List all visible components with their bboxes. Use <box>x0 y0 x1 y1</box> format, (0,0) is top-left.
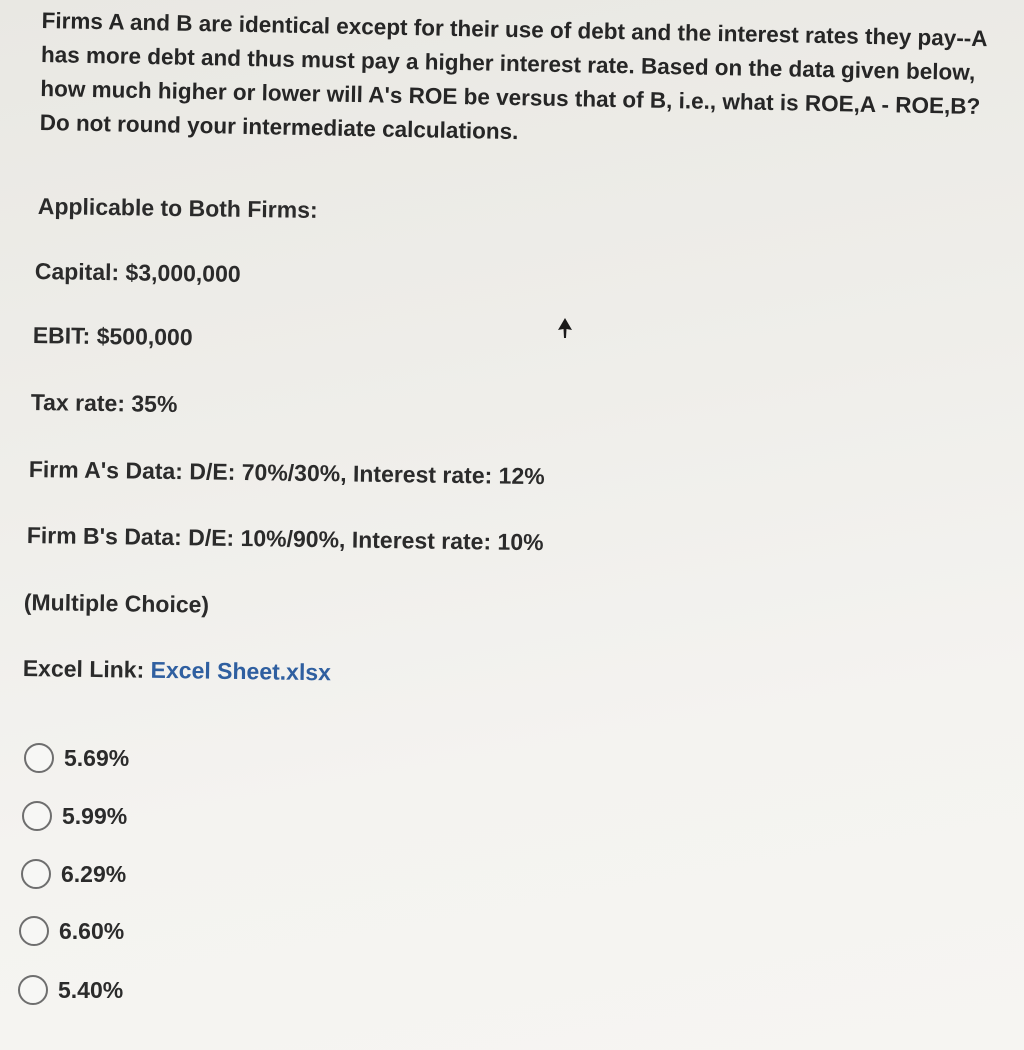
firm-a-data-line: Firm A's Data: D/E: 70%/30%, Interest rate: 12% <box>28 456 545 490</box>
choice-option-2[interactable] <box>22 801 127 831</box>
choice-label: 5.99% <box>62 802 128 829</box>
choice-label: 6.60% <box>59 917 125 944</box>
excel-link-label: Excel Link: <box>22 655 151 683</box>
ebit-line: EBIT: $500,000 <box>32 322 193 351</box>
tax-rate-line: Tax rate: 35% <box>30 389 178 418</box>
applicable-heading: Applicable to Both Firms: <box>37 193 318 223</box>
choice-option-4[interactable] <box>19 916 124 946</box>
choice-label: 5.40% <box>58 976 124 1003</box>
radio-button[interactable] <box>18 975 48 1005</box>
choice-label: 6.29% <box>61 860 127 887</box>
radio-button[interactable] <box>24 743 54 773</box>
excel-sheet-link[interactable]: Excel Sheet.xlsx <box>150 656 332 686</box>
question-text: Firms A and B are identical except for their use of debt and the interest rates they pay--A has more debt and thus must pay a higher interest rate. Based on the data given below, how much higher or lower will A's ROE be versus that of B, i.e., what is ROE,A - ROE,B? Do not round your intermediate calculations. <box>39 7 987 145</box>
radio-button[interactable] <box>21 859 51 889</box>
question-type-label: (Multiple Choice) <box>23 589 210 618</box>
choice-option-5[interactable] <box>18 975 123 1005</box>
mouse-cursor-icon <box>558 318 572 338</box>
choice-option-1[interactable] <box>24 743 129 773</box>
choice-option-3[interactable] <box>21 859 126 889</box>
capital-line: Capital: $3,000,000 <box>34 258 241 287</box>
firm-b-data-line: Firm B's Data: D/E: 10%/90%, Interest rate: 10% <box>26 522 544 556</box>
choice-label: 5.69% <box>64 744 130 771</box>
radio-button[interactable] <box>19 916 49 946</box>
radio-button[interactable] <box>22 801 52 831</box>
excel-link-line <box>23 655 331 686</box>
